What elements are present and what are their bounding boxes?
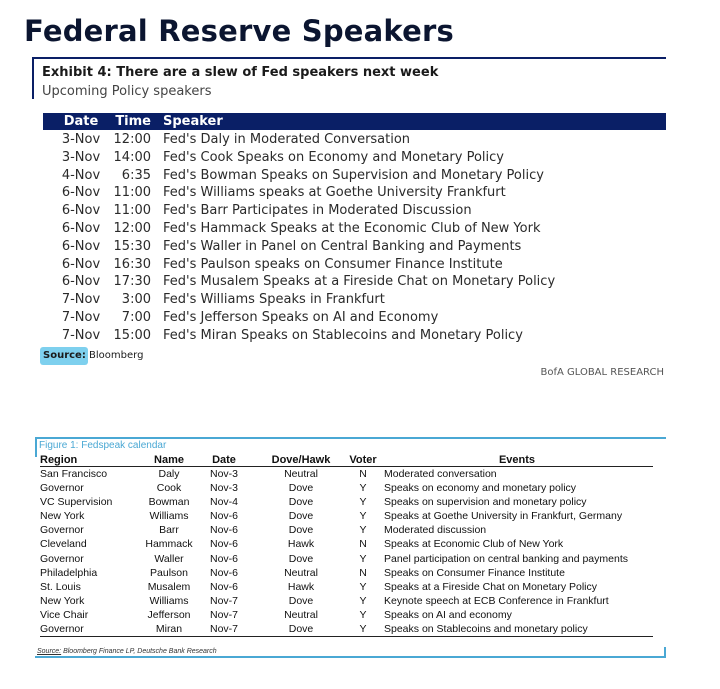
- exhibit-source: [40, 347, 143, 365]
- row-voter: N: [359, 566, 367, 579]
- row-time: 17:30: [113, 274, 151, 290]
- row-date: 6-Nov: [61, 185, 101, 201]
- row-time: 11:00: [113, 185, 151, 201]
- row-date: Nov-7: [209, 594, 238, 607]
- source-label: Source:: [43, 350, 86, 361]
- row-name: Musalem: [147, 580, 191, 593]
- row-voter: Y: [359, 510, 367, 523]
- row-time: 3:00: [121, 292, 151, 308]
- speaker-row: [43, 149, 666, 167]
- speaker-row: [43, 220, 666, 238]
- row-region: Cleveland: [40, 538, 87, 551]
- row-date: Nov-7: [209, 608, 238, 621]
- row-date: Nov-3: [209, 468, 238, 480]
- speaker-row: [43, 256, 666, 274]
- row-date: 4-Nov: [61, 167, 101, 183]
- row-dove-hawk: Dove: [288, 594, 314, 607]
- fedspeak-row: [40, 580, 653, 594]
- row-date: Nov-4: [209, 496, 238, 509]
- row-name: Miran: [155, 623, 183, 636]
- row-date: Nov-6: [209, 510, 238, 523]
- exhibit-subheading: Upcoming Policy speakers: [42, 84, 212, 99]
- row-voter: Y: [359, 594, 367, 607]
- speaker-row: [43, 167, 666, 185]
- row-events: Speaks at Economic Club of New York: [384, 538, 564, 551]
- row-name: Waller: [154, 552, 184, 565]
- row-dove-hawk: Dove: [288, 552, 314, 565]
- row-voter: Y: [359, 524, 367, 537]
- fedspeak-row: [40, 552, 653, 566]
- exhibit-top-rule: [32, 57, 666, 59]
- row-region: Governor: [40, 482, 84, 495]
- source-value: Bloomberg: [89, 350, 144, 361]
- row-speaker: Fed's Musalem Speaks at a Fireside Chat on Monetary Policy: [163, 274, 556, 290]
- row-date: 7-Nov: [61, 292, 101, 308]
- exhibit-heading: Exhibit 4: There are a slew of Fed speakers next week: [42, 65, 439, 80]
- row-voter: N: [359, 468, 367, 480]
- row-date: Nov-6: [209, 566, 238, 579]
- speaker-row: [43, 238, 666, 256]
- row-events: Moderated conversation: [384, 468, 497, 480]
- row-dove-hawk: Neutral: [284, 608, 318, 621]
- page-title: Federal Reserve Speakers: [24, 14, 454, 48]
- row-region: Governor: [40, 623, 84, 636]
- row-events: Speaks on economy and monetary policy: [384, 482, 577, 495]
- speaker-row: [43, 131, 666, 149]
- row-region: Philadelphia: [40, 566, 98, 579]
- row-date: 7-Nov: [61, 327, 101, 343]
- speaker-row: [43, 327, 666, 345]
- speaker-row: [43, 291, 666, 309]
- fedspeak-row: [40, 481, 653, 495]
- fedspeak-table-header: [40, 453, 653, 467]
- fedspeak-row: [40, 467, 653, 481]
- row-date: 6-Nov: [61, 274, 101, 290]
- row-speaker: Fed's Williams Speaks in Frankfurt: [163, 292, 385, 308]
- row-date: 3-Nov: [61, 132, 101, 147]
- row-name: Paulson: [150, 566, 188, 579]
- row-time: 15:30: [113, 238, 151, 254]
- figure-right-rule: [664, 647, 666, 658]
- row-date: 6-Nov: [61, 238, 101, 254]
- row-region: Vice Chair: [40, 608, 89, 621]
- row-time: 16:30: [113, 256, 151, 272]
- row-date: Nov-6: [209, 538, 238, 551]
- row-speaker: Fed's Waller in Panel on Central Banking and Payments: [163, 238, 522, 254]
- figure-bottom-rule: [35, 656, 666, 658]
- row-region: New York: [40, 594, 85, 607]
- row-dove-hawk: Hawk: [287, 538, 315, 551]
- row-region: Governor: [40, 552, 84, 565]
- row-speaker: Fed's Paulson speaks on Consumer Finance Institute: [163, 256, 503, 272]
- row-name: Williams: [149, 594, 189, 607]
- row-dove-hawk: Neutral: [284, 566, 318, 579]
- row-events: Speaks on AI and economy: [384, 608, 512, 621]
- row-date: 3-Nov: [61, 149, 101, 165]
- row-dove-hawk: Hawk: [287, 580, 315, 593]
- header-speaker: Speaker: [163, 114, 223, 129]
- figure-caption: Figure 1: Fedspeak calendar: [39, 440, 167, 451]
- row-region: St. Louis: [40, 580, 81, 593]
- fedspeak-row: [40, 523, 653, 537]
- row-speaker: Fed's Miran Speaks on Stablecoins and Monetary Policy: [163, 327, 523, 343]
- header-date: Date: [212, 454, 236, 466]
- speaker-row: [43, 273, 666, 291]
- figure-1-panel: [35, 437, 666, 659]
- header-name: Name: [154, 454, 184, 466]
- row-events: Speaks at Goethe University in Frankfurt, Germany: [384, 510, 623, 523]
- row-time: 6:35: [121, 167, 151, 183]
- row-name: Cook: [156, 482, 182, 495]
- row-region: San Francisco: [40, 468, 108, 480]
- row-name: Jefferson: [147, 608, 191, 621]
- header-dove-hawk: Dove/Hawk: [271, 454, 331, 466]
- row-voter: Y: [359, 482, 367, 495]
- row-voter: N: [359, 538, 367, 551]
- row-dove-hawk: Dove: [288, 496, 314, 509]
- row-voter: Y: [359, 623, 367, 636]
- figure-left-rule: [35, 437, 37, 457]
- row-name: Williams: [149, 510, 189, 523]
- speaker-row: [43, 309, 666, 327]
- row-name: Daly: [158, 468, 180, 480]
- row-time: 12:00: [113, 132, 151, 147]
- row-dove-hawk: Dove: [288, 524, 314, 537]
- row-events: Speaks on Stablecoins and monetary policy: [384, 623, 588, 636]
- row-dove-hawk: Neutral: [284, 468, 318, 480]
- row-voter: Y: [359, 552, 367, 565]
- row-time: 11:00: [113, 203, 151, 219]
- fedspeak-row: [40, 594, 653, 608]
- exhibit-4-panel: [30, 57, 666, 387]
- speaker-table-body: [43, 131, 666, 345]
- header-voter: Voter: [349, 454, 377, 466]
- figure-source: [37, 648, 217, 655]
- brand-label: BofA GLOBAL RESEARCH: [540, 367, 664, 378]
- row-date: Nov-6: [209, 524, 238, 537]
- row-speaker: Fed's Hammack Speaks at the Economic Club of New York: [163, 220, 541, 236]
- row-events: Panel participation on central banking and payments: [384, 552, 628, 565]
- row-region: New York: [40, 510, 85, 523]
- row-date: 6-Nov: [61, 256, 101, 272]
- row-dove-hawk: Dove: [288, 623, 314, 636]
- row-name: Bowman: [148, 496, 190, 509]
- fedspeak-row: [40, 608, 653, 622]
- fedspeak-row: [40, 622, 653, 636]
- header-events: Events: [498, 454, 536, 466]
- row-voter: Y: [359, 580, 367, 593]
- row-speaker: Fed's Jefferson Speaks on AI and Economy: [163, 309, 439, 325]
- row-time: 14:00: [113, 149, 151, 165]
- row-date: 6-Nov: [61, 220, 101, 236]
- figure-source-label: Source:: [37, 648, 62, 655]
- row-date: 6-Nov: [61, 203, 101, 219]
- figure-source-value: Bloomberg Finance LP, Deutsche Bank Research: [63, 648, 217, 655]
- row-date: Nov-6: [209, 552, 238, 565]
- speaker-row: [43, 202, 666, 220]
- row-name: Barr: [159, 524, 179, 537]
- row-events: Moderated discussion: [384, 524, 487, 537]
- fedspeak-row: [40, 509, 653, 523]
- row-voter: Y: [359, 608, 367, 621]
- fedspeak-table: [40, 453, 653, 637]
- row-time: 7:00: [121, 309, 151, 325]
- row-region: VC Supervision: [40, 496, 113, 509]
- row-date: Nov-3: [209, 482, 238, 495]
- header-region: Region: [40, 454, 78, 466]
- row-date: Nov-6: [209, 580, 238, 593]
- speaker-table-header: [43, 113, 666, 130]
- row-name: Hammack: [145, 538, 193, 551]
- row-date: 7-Nov: [61, 309, 101, 325]
- row-events: Keynote speech at ECB Conference in Frankfurt: [384, 594, 609, 607]
- row-events: Speaks on supervision and monetary policy: [384, 496, 587, 509]
- fedspeak-row: [40, 495, 653, 509]
- row-dove-hawk: Dove: [288, 510, 314, 523]
- row-date: Nov-7: [209, 623, 238, 636]
- figure-top-rule: [35, 437, 666, 439]
- row-speaker: Fed's Bowman Speaks on Supervision and Monetary Policy: [163, 167, 544, 183]
- row-speaker: Fed's Daly in Moderated Conversation: [163, 132, 411, 147]
- row-time: 12:00: [113, 220, 151, 236]
- row-speaker: Fed's Barr Participates in Moderated Discussion: [163, 203, 472, 219]
- row-speaker: Fed's Williams speaks at Goethe University Frankfurt: [163, 185, 506, 201]
- fedspeak-row: [40, 566, 653, 580]
- row-speaker: Fed's Cook Speaks on Economy and Monetary Policy: [163, 149, 504, 165]
- row-dove-hawk: Dove: [288, 482, 314, 495]
- header-date: Date: [63, 114, 99, 129]
- row-region: Governor: [40, 524, 84, 537]
- fedspeak-table-body: [40, 467, 653, 637]
- header-time: Time: [115, 114, 151, 129]
- row-events: Speaks on Consumer Finance Institute: [384, 566, 565, 579]
- speaker-row: [43, 184, 666, 202]
- row-events: Speaks at a Fireside Chat on Monetary Policy: [384, 580, 598, 593]
- exhibit-left-rule: [32, 57, 34, 99]
- row-time: 15:00: [113, 327, 151, 343]
- row-voter: Y: [359, 496, 367, 509]
- fedspeak-row: [40, 537, 653, 551]
